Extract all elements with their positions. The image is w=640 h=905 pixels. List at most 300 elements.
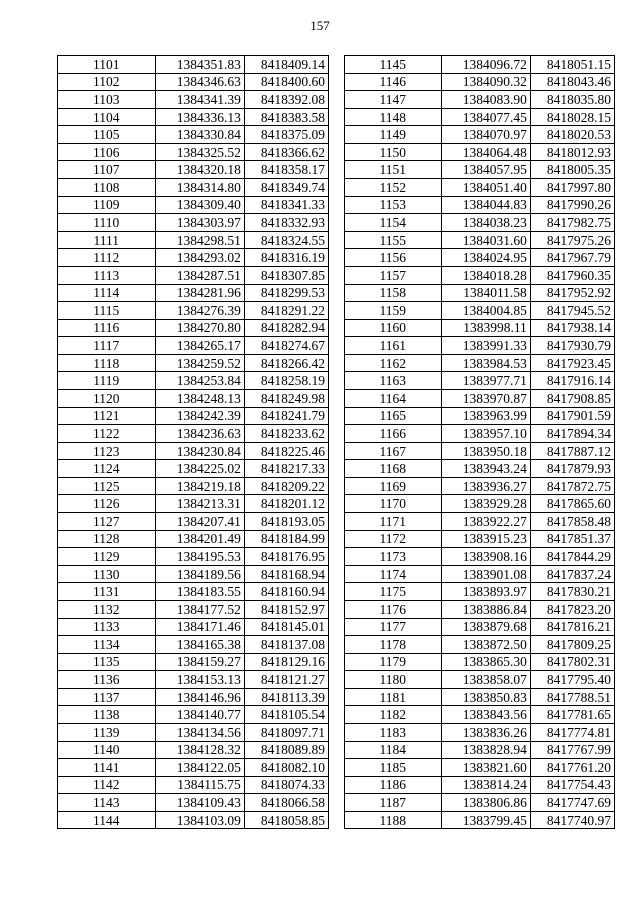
table-row (58, 636, 329, 654)
point-number-cell: 1179 (345, 653, 442, 671)
x-coordinate-cell: 1384230.84 (155, 442, 244, 460)
y-coordinate-cell: 8418274.67 (244, 337, 328, 355)
point-number-cell: 1138 (58, 706, 156, 724)
y-coordinate-cell: 8418028.15 (530, 108, 614, 126)
x-coordinate-cell: 1383970.87 (441, 389, 530, 407)
y-coordinate-cell: 8417781.65 (530, 706, 614, 724)
table-row (345, 354, 615, 372)
x-coordinate-cell: 1383915.23 (441, 530, 530, 548)
table-row (58, 56, 329, 74)
y-coordinate-cell: 8417879.93 (530, 460, 614, 478)
x-coordinate-cell: 1383814.24 (441, 776, 530, 794)
y-coordinate-cell: 8418121.27 (244, 671, 328, 689)
y-coordinate-cell: 8417952.92 (530, 284, 614, 302)
x-coordinate-cell: 1384024.95 (441, 249, 530, 267)
y-coordinate-cell: 8417858.48 (530, 513, 614, 531)
table-row (58, 776, 329, 794)
table-row (345, 477, 615, 495)
x-coordinate-cell: 1383908.16 (441, 548, 530, 566)
point-number-cell: 1184 (345, 741, 442, 759)
point-number-cell: 1112 (58, 249, 156, 267)
table-row (345, 513, 615, 531)
y-coordinate-cell: 8418082.10 (244, 759, 328, 777)
y-coordinate-cell: 8418020.53 (530, 126, 614, 144)
y-coordinate-cell: 8418051.15 (530, 56, 614, 74)
y-coordinate-cell: 8418043.46 (530, 73, 614, 91)
point-number-cell: 1181 (345, 688, 442, 706)
point-number-cell: 1185 (345, 759, 442, 777)
table-row (345, 73, 615, 91)
y-coordinate-cell: 8417894.34 (530, 425, 614, 443)
point-number-cell: 1142 (58, 776, 156, 794)
page-number: 157 (310, 18, 330, 33)
table-row (58, 530, 329, 548)
point-number-cell: 1182 (345, 706, 442, 724)
x-coordinate-cell: 1384341.39 (155, 91, 244, 109)
coordinates-table-right (344, 55, 615, 829)
point-number-cell: 1172 (345, 530, 442, 548)
table-row (345, 794, 615, 812)
y-coordinate-cell: 8418176.95 (244, 548, 328, 566)
x-coordinate-cell: 1383991.33 (441, 337, 530, 355)
y-coordinate-cell: 8417938.14 (530, 319, 614, 337)
table-row (345, 706, 615, 724)
y-coordinate-cell: 8417851.37 (530, 530, 614, 548)
y-coordinate-cell: 8418129.16 (244, 653, 328, 671)
point-number-cell: 1176 (345, 600, 442, 618)
point-number-cell: 1149 (345, 126, 442, 144)
y-coordinate-cell: 8418316.19 (244, 249, 328, 267)
y-coordinate-cell: 8418392.08 (244, 91, 328, 109)
table-row (58, 179, 329, 197)
point-number-cell: 1140 (58, 741, 156, 759)
table-row (58, 407, 329, 425)
table-row (345, 495, 615, 513)
point-number-cell: 1109 (58, 196, 156, 214)
x-coordinate-cell: 1383901.08 (441, 565, 530, 583)
point-number-cell: 1127 (58, 513, 156, 531)
point-number-cell: 1164 (345, 389, 442, 407)
y-coordinate-cell: 8417997.80 (530, 179, 614, 197)
y-coordinate-cell: 8418184.99 (244, 530, 328, 548)
x-coordinate-cell: 1384134.56 (155, 723, 244, 741)
x-coordinate-cell: 1384177.52 (155, 600, 244, 618)
x-coordinate-cell: 1383865.30 (441, 653, 530, 671)
point-number-cell: 1175 (345, 583, 442, 601)
table-row (58, 91, 329, 109)
y-coordinate-cell: 8417802.31 (530, 653, 614, 671)
x-coordinate-cell: 1384140.77 (155, 706, 244, 724)
y-coordinate-cell: 8418152.97 (244, 600, 328, 618)
y-coordinate-cell: 8418168.94 (244, 565, 328, 583)
y-coordinate-cell: 8418201.12 (244, 495, 328, 513)
table-row (345, 196, 615, 214)
x-coordinate-cell: 1384325.52 (155, 143, 244, 161)
point-number-cell: 1101 (58, 56, 156, 74)
point-number-cell: 1162 (345, 354, 442, 372)
x-coordinate-cell: 1384031.60 (441, 231, 530, 249)
x-coordinate-cell: 1383998.11 (441, 319, 530, 337)
table-row (58, 618, 329, 636)
x-coordinate-cell: 1383886.84 (441, 600, 530, 618)
point-number-cell: 1187 (345, 794, 442, 812)
point-number-cell: 1135 (58, 653, 156, 671)
point-number-cell: 1167 (345, 442, 442, 460)
y-coordinate-cell: 8418409.14 (244, 56, 328, 74)
table-row (58, 723, 329, 741)
table-row (345, 214, 615, 232)
x-coordinate-cell: 1384153.13 (155, 671, 244, 689)
x-coordinate-cell: 1384146.96 (155, 688, 244, 706)
point-number-cell: 1123 (58, 442, 156, 460)
point-number-cell: 1145 (345, 56, 442, 74)
x-coordinate-cell: 1383872.50 (441, 636, 530, 654)
table-row (345, 266, 615, 284)
x-coordinate-cell: 1384018.28 (441, 266, 530, 284)
x-coordinate-cell: 1383806.86 (441, 794, 530, 812)
table-row (58, 196, 329, 214)
point-number-cell: 1139 (58, 723, 156, 741)
y-coordinate-cell: 8418258.19 (244, 372, 328, 390)
point-number-cell: 1147 (345, 91, 442, 109)
table-row (345, 231, 615, 249)
table-row (345, 389, 615, 407)
y-coordinate-cell: 8418299.53 (244, 284, 328, 302)
point-number-cell: 1110 (58, 214, 156, 232)
point-number-cell: 1158 (345, 284, 442, 302)
y-coordinate-cell: 8417990.26 (530, 196, 614, 214)
x-coordinate-cell: 1384077.45 (441, 108, 530, 126)
y-coordinate-cell: 8417837.24 (530, 565, 614, 583)
x-coordinate-cell: 1383936.27 (441, 477, 530, 495)
coordinates-table-left (57, 55, 329, 829)
point-number-cell: 1132 (58, 600, 156, 618)
y-coordinate-cell: 8418349.74 (244, 179, 328, 197)
table-row (345, 671, 615, 689)
point-number-cell: 1155 (345, 231, 442, 249)
y-coordinate-cell: 8418209.22 (244, 477, 328, 495)
y-coordinate-cell: 8417916.14 (530, 372, 614, 390)
x-coordinate-cell: 1384201.49 (155, 530, 244, 548)
y-coordinate-cell: 8417795.40 (530, 671, 614, 689)
x-coordinate-cell: 1384011.58 (441, 284, 530, 302)
x-coordinate-cell: 1384320.18 (155, 161, 244, 179)
point-number-cell: 1144 (58, 811, 156, 829)
x-coordinate-cell: 1384195.53 (155, 548, 244, 566)
y-coordinate-cell: 8417767.99 (530, 741, 614, 759)
x-coordinate-cell: 1384051.40 (441, 179, 530, 197)
point-number-cell: 1166 (345, 425, 442, 443)
y-coordinate-cell: 8418193.05 (244, 513, 328, 531)
x-coordinate-cell: 1383977.71 (441, 372, 530, 390)
point-number-cell: 1115 (58, 302, 156, 320)
table-row (58, 372, 329, 390)
point-number-cell: 1121 (58, 407, 156, 425)
table-row (345, 337, 615, 355)
table-row (345, 530, 615, 548)
point-number-cell: 1173 (345, 548, 442, 566)
x-coordinate-cell: 1384064.48 (441, 143, 530, 161)
table-row (345, 636, 615, 654)
x-coordinate-cell: 1383836.26 (441, 723, 530, 741)
point-number-cell: 1143 (58, 794, 156, 812)
y-coordinate-cell: 8418035.80 (530, 91, 614, 109)
x-coordinate-cell: 1384314.80 (155, 179, 244, 197)
point-number-cell: 1118 (58, 354, 156, 372)
x-coordinate-cell: 1384183.55 (155, 583, 244, 601)
table-row (345, 161, 615, 179)
point-number-cell: 1111 (58, 231, 156, 249)
y-coordinate-cell: 8418400.60 (244, 73, 328, 91)
point-number-cell: 1114 (58, 284, 156, 302)
table-row (58, 442, 329, 460)
y-coordinate-cell: 8418097.71 (244, 723, 328, 741)
x-coordinate-cell: 1383984.53 (441, 354, 530, 372)
table-row (58, 741, 329, 759)
x-coordinate-cell: 1384165.38 (155, 636, 244, 654)
table-row (58, 794, 329, 812)
x-coordinate-cell: 1384303.97 (155, 214, 244, 232)
table-row (345, 372, 615, 390)
x-coordinate-cell: 1384236.63 (155, 425, 244, 443)
x-coordinate-cell: 1384096.72 (441, 56, 530, 74)
point-number-cell: 1174 (345, 565, 442, 583)
table-row (345, 618, 615, 636)
table-row (345, 319, 615, 337)
y-coordinate-cell: 8418291.22 (244, 302, 328, 320)
y-coordinate-cell: 8417740.97 (530, 811, 614, 829)
point-number-cell: 1186 (345, 776, 442, 794)
x-coordinate-cell: 1384270.80 (155, 319, 244, 337)
y-coordinate-cell: 8418358.17 (244, 161, 328, 179)
table-row (58, 653, 329, 671)
table-row (345, 284, 615, 302)
y-coordinate-cell: 8418332.93 (244, 214, 328, 232)
point-number-cell: 1119 (58, 372, 156, 390)
y-coordinate-cell: 8417865.60 (530, 495, 614, 513)
x-coordinate-cell: 1384004.85 (441, 302, 530, 320)
point-number-cell: 1131 (58, 583, 156, 601)
point-number-cell: 1156 (345, 249, 442, 267)
x-coordinate-cell: 1384038.23 (441, 214, 530, 232)
point-number-cell: 1137 (58, 688, 156, 706)
point-number-cell: 1130 (58, 565, 156, 583)
x-coordinate-cell: 1384090.32 (441, 73, 530, 91)
table-row (345, 442, 615, 460)
point-number-cell: 1103 (58, 91, 156, 109)
y-coordinate-cell: 8417754.43 (530, 776, 614, 794)
point-number-cell: 1188 (345, 811, 442, 829)
x-coordinate-cell: 1383850.83 (441, 688, 530, 706)
x-coordinate-cell: 1384070.97 (441, 126, 530, 144)
table-row (58, 600, 329, 618)
point-number-cell: 1104 (58, 108, 156, 126)
x-coordinate-cell: 1384057.95 (441, 161, 530, 179)
table-row (345, 56, 615, 74)
y-coordinate-cell: 8418241.79 (244, 407, 328, 425)
x-coordinate-cell: 1383893.97 (441, 583, 530, 601)
table-row (345, 653, 615, 671)
y-coordinate-cell: 8417809.25 (530, 636, 614, 654)
table-row (345, 759, 615, 777)
table-row (58, 354, 329, 372)
x-coordinate-cell: 1384293.02 (155, 249, 244, 267)
table-row (345, 179, 615, 197)
x-coordinate-cell: 1384219.18 (155, 477, 244, 495)
x-coordinate-cell: 1383799.45 (441, 811, 530, 829)
point-number-cell: 1120 (58, 389, 156, 407)
point-number-cell: 1183 (345, 723, 442, 741)
x-coordinate-cell: 1384330.84 (155, 126, 244, 144)
y-coordinate-cell: 8417960.35 (530, 266, 614, 284)
x-coordinate-cell: 1384276.39 (155, 302, 244, 320)
x-coordinate-cell: 1383957.10 (441, 425, 530, 443)
table-row (58, 671, 329, 689)
table-row (58, 688, 329, 706)
y-coordinate-cell: 8418266.42 (244, 354, 328, 372)
y-coordinate-cell: 8417747.69 (530, 794, 614, 812)
table-row (345, 723, 615, 741)
x-coordinate-cell: 1384122.05 (155, 759, 244, 777)
x-coordinate-cell: 1384242.39 (155, 407, 244, 425)
point-number-cell: 1171 (345, 513, 442, 531)
x-coordinate-cell: 1384259.52 (155, 354, 244, 372)
x-coordinate-cell: 1383843.56 (441, 706, 530, 724)
y-coordinate-cell: 8417945.52 (530, 302, 614, 320)
point-number-cell: 1153 (345, 196, 442, 214)
point-number-cell: 1133 (58, 618, 156, 636)
x-coordinate-cell: 1384336.13 (155, 108, 244, 126)
y-coordinate-cell: 8417788.51 (530, 688, 614, 706)
table-row (58, 249, 329, 267)
y-coordinate-cell: 8417908.85 (530, 389, 614, 407)
y-coordinate-cell: 8418375.09 (244, 126, 328, 144)
x-coordinate-cell: 1384287.51 (155, 266, 244, 284)
table-row (58, 266, 329, 284)
x-coordinate-cell: 1384207.41 (155, 513, 244, 531)
table-row (58, 231, 329, 249)
table-row (58, 214, 329, 232)
y-coordinate-cell: 8418012.93 (530, 143, 614, 161)
y-coordinate-cell: 8418307.85 (244, 266, 328, 284)
point-number-cell: 1116 (58, 319, 156, 337)
y-coordinate-cell: 8418074.33 (244, 776, 328, 794)
table-row (345, 108, 615, 126)
point-number-cell: 1177 (345, 618, 442, 636)
x-coordinate-cell: 1383922.27 (441, 513, 530, 531)
table-row (58, 548, 329, 566)
table-row (345, 460, 615, 478)
x-coordinate-cell: 1383858.07 (441, 671, 530, 689)
x-coordinate-cell: 1383943.24 (441, 460, 530, 478)
y-coordinate-cell: 8417761.20 (530, 759, 614, 777)
y-coordinate-cell: 8417923.45 (530, 354, 614, 372)
y-coordinate-cell: 8417901.59 (530, 407, 614, 425)
point-number-cell: 1146 (345, 73, 442, 91)
y-coordinate-cell: 8418383.58 (244, 108, 328, 126)
table-row (345, 249, 615, 267)
point-number-cell: 1126 (58, 495, 156, 513)
x-coordinate-cell: 1383879.68 (441, 618, 530, 636)
table-row (58, 319, 329, 337)
point-number-cell: 1141 (58, 759, 156, 777)
table-row (58, 143, 329, 161)
y-coordinate-cell: 8418089.89 (244, 741, 328, 759)
y-coordinate-cell: 8418225.46 (244, 442, 328, 460)
x-coordinate-cell: 1384083.90 (441, 91, 530, 109)
x-coordinate-cell: 1383929.28 (441, 495, 530, 513)
point-number-cell: 1160 (345, 319, 442, 337)
y-coordinate-cell: 8417816.21 (530, 618, 614, 636)
table-row (58, 759, 329, 777)
point-number-cell: 1168 (345, 460, 442, 478)
y-coordinate-cell: 8417967.79 (530, 249, 614, 267)
y-coordinate-cell: 8417975.26 (530, 231, 614, 249)
y-coordinate-cell: 8418217.33 (244, 460, 328, 478)
y-coordinate-cell: 8418233.62 (244, 425, 328, 443)
y-coordinate-cell: 8418137.08 (244, 636, 328, 654)
x-coordinate-cell: 1384044.83 (441, 196, 530, 214)
table-row (345, 565, 615, 583)
y-coordinate-cell: 8417830.21 (530, 583, 614, 601)
point-number-cell: 1129 (58, 548, 156, 566)
x-coordinate-cell: 1384298.51 (155, 231, 244, 249)
x-coordinate-cell: 1384159.27 (155, 653, 244, 671)
table-row (58, 302, 329, 320)
x-coordinate-cell: 1384128.32 (155, 741, 244, 759)
x-coordinate-cell: 1384115.75 (155, 776, 244, 794)
y-coordinate-cell: 8417844.29 (530, 548, 614, 566)
y-coordinate-cell: 8417930.79 (530, 337, 614, 355)
point-number-cell: 1170 (345, 495, 442, 513)
table-row (58, 706, 329, 724)
table-row (345, 407, 615, 425)
table-row (58, 337, 329, 355)
point-number-cell: 1108 (58, 179, 156, 197)
table-row (58, 583, 329, 601)
point-number-cell: 1136 (58, 671, 156, 689)
y-coordinate-cell: 8417823.20 (530, 600, 614, 618)
point-number-cell: 1106 (58, 143, 156, 161)
table-row (345, 741, 615, 759)
point-number-cell: 1148 (345, 108, 442, 126)
table-row (58, 389, 329, 407)
table-row (58, 73, 329, 91)
y-coordinate-cell: 8418341.33 (244, 196, 328, 214)
table-row (345, 91, 615, 109)
table-row (58, 477, 329, 495)
point-number-cell: 1125 (58, 477, 156, 495)
table-row (345, 688, 615, 706)
x-coordinate-cell: 1384225.02 (155, 460, 244, 478)
y-coordinate-cell: 8418324.55 (244, 231, 328, 249)
point-number-cell: 1151 (345, 161, 442, 179)
table-row (58, 495, 329, 513)
x-coordinate-cell: 1384351.83 (155, 56, 244, 74)
y-coordinate-cell: 8417887.12 (530, 442, 614, 460)
point-number-cell: 1113 (58, 266, 156, 284)
point-number-cell: 1180 (345, 671, 442, 689)
point-number-cell: 1157 (345, 266, 442, 284)
point-number-cell: 1117 (58, 337, 156, 355)
table-row (58, 565, 329, 583)
x-coordinate-cell: 1384248.13 (155, 389, 244, 407)
point-number-cell: 1178 (345, 636, 442, 654)
point-number-cell: 1165 (345, 407, 442, 425)
x-coordinate-cell: 1383821.60 (441, 759, 530, 777)
point-number-cell: 1152 (345, 179, 442, 197)
y-coordinate-cell: 8418058.85 (244, 811, 328, 829)
